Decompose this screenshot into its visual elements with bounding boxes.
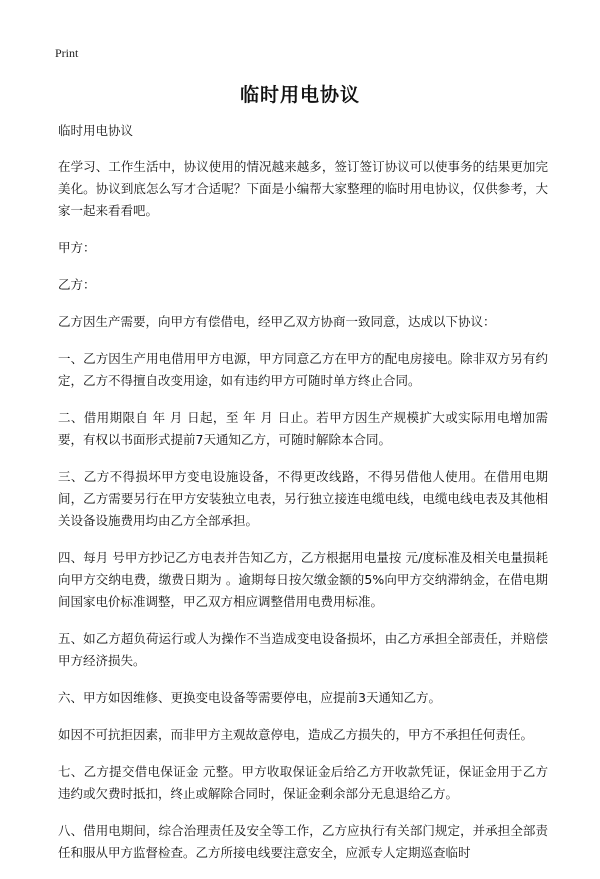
clause-4: 四、每月 号甲方抄记乙方电表并告知乙方，乙方根据用电量按 元/度标准及相关电量损耗向甲方交纳电费，缴费日期为 。逾期每日按欠缴金额的5%向甲方交纳滞纳金，在借电期间国家电价标准调整，甲乙双方相应调整借用电费用标准。 [58,550,548,609]
page-title: 临时用电协议 [239,84,360,106]
clause-8: 八、借用电期间，综合治理责任及安全等工作，乙方应执行有关部门规定，并承担全部责任和服从甲方监督检查。乙方所接电线要注意安全，应派专人定期巡查临时 [58,823,548,860]
print-label[interactable]: Print [55,46,79,60]
document-body [58,120,548,879]
clause-1: 一、乙方因生产用电借用甲方电源，甲方同意乙方在甲方的配电房接电。除非双方另有约定，乙方不得擅自改变用途，如有违约甲方可随时单方终止合同。 [58,351,548,388]
clause-5: 五、如乙方超负荷运行或人为操作不当造成变电设备损坏，由乙方承担全部责任，并赔偿甲方经济损失。 [58,631,548,668]
document-subtitle: 临时用电协议 [58,123,134,138]
clause-6: 六、甲方如因维修、更换变电设备等需要停电，应提前3天通知乙方。 [58,690,441,705]
clause-6-note: 如因不可抗拒因素，而非甲方主观故意停电，造成乙方损失的，甲方不承担任何责任。 [58,727,534,742]
agreement-preamble: 乙方因生产需要，向甲方有偿借电，经甲乙双方协商一致同意，达成以下协议： [58,314,496,329]
clause-7: 七、乙方提交借电保证金 元整。甲方收取保证金后给乙方开收款凭证，保证金用于乙方违约或欠费时抵扣，终止或解除合同时，保证金剩余部分无息退给乙方。 [58,764,548,801]
party-a-line: 甲方： [58,240,96,255]
clause-2: 二、借用期限自 年 月 日起，至 年 月 日止。若甲方因生产规模扩大或实际用电增加需要，有权以书面形式提前7天通知乙方，可随时解除本合同。 [58,410,548,447]
intro-paragraph: 在学习、工作生活中，协议使用的情况越来越多，签订签订协议可以使事务的结果更加完美化。协议到底怎么写才合适呢？下面是小编帮大家整理的临时用电协议，仅供参考，大家一起来看看吧。 [58,159,548,218]
party-b-line: 乙方： [58,277,96,292]
clause-3: 三、乙方不得损坏甲方变电设施设备，不得更改线路，不得另借他人使用。在借用电期间，乙方需要另行在甲方安装独立电表，另行独立接连电缆电线，电缆电线电表及其他相关设备设施费用均由乙方全部承担。 [58,469,548,528]
